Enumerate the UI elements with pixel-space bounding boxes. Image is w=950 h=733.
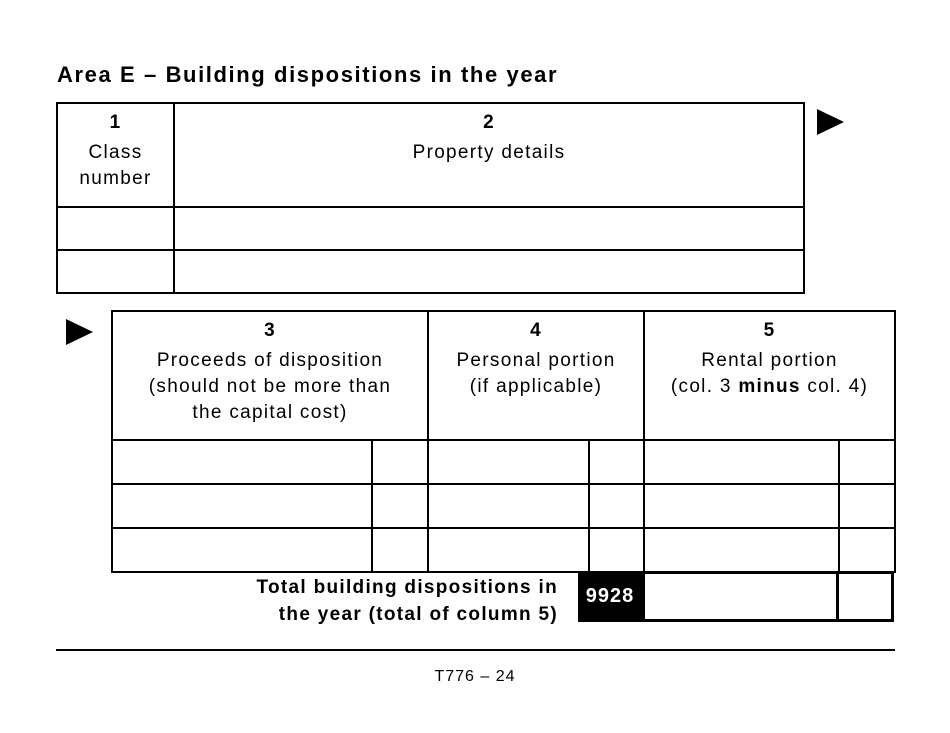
total-dollars-input[interactable]	[642, 571, 839, 622]
class-label-line2: number	[79, 168, 152, 189]
table-row	[112, 440, 895, 484]
total-label	[257, 574, 558, 628]
total-cents-input[interactable]	[836, 571, 894, 622]
table-row	[57, 207, 804, 250]
rental-dollars-input-3[interactable]	[644, 528, 839, 572]
rental-label-line1: Rental portion	[701, 350, 838, 371]
column-number: 2	[483, 112, 495, 133]
proceeds-cents-input-2[interactable]	[372, 484, 428, 528]
continued-arrow-icon	[66, 319, 93, 345]
rental-label-post: col. 4)	[800, 376, 869, 397]
class-number-input-2[interactable]	[57, 250, 174, 293]
rental-label-bold: minus	[738, 376, 801, 397]
rental-label-pre: (col. 3	[670, 376, 739, 397]
column-number: 5	[763, 320, 776, 341]
table-row	[112, 484, 895, 528]
personal-dollars-input-1[interactable]	[428, 440, 589, 484]
table-row	[57, 250, 804, 293]
personal-cents-input-3[interactable]	[589, 528, 644, 572]
class-label-line1: Class	[88, 142, 143, 163]
proceeds-label-line1: Proceeds of disposition	[156, 350, 384, 371]
table-row	[112, 528, 895, 572]
total-label-line2: the year (total of column 5)	[278, 604, 558, 625]
table-header-row	[112, 311, 895, 440]
proceeds-dollars-input-2[interactable]	[112, 484, 372, 528]
column-number: 4	[530, 320, 542, 341]
disposition-amounts-table	[111, 310, 896, 573]
proceeds-cents-input-3[interactable]	[372, 528, 428, 572]
rental-cents-input-2[interactable]	[839, 484, 895, 528]
personal-portion-header	[428, 311, 644, 440]
class-number-input-1[interactable]	[57, 207, 174, 250]
rental-cents-input-1[interactable]	[839, 440, 895, 484]
column-number: 3	[264, 320, 276, 341]
building-class-table	[56, 102, 805, 294]
rental-label-line2	[645, 374, 894, 400]
rental-portion-header	[644, 311, 895, 440]
class-number-header	[57, 103, 174, 207]
footer-divider	[56, 649, 895, 651]
personal-cents-input-2[interactable]	[589, 484, 644, 528]
personal-label-line1: Personal portion	[456, 350, 616, 371]
property-details-input-2[interactable]	[174, 250, 804, 293]
rental-dollars-input-1[interactable]	[644, 440, 839, 484]
personal-label-line2: (if applicable)	[469, 376, 603, 397]
column-number: 1	[109, 112, 122, 133]
property-details-input-1[interactable]	[174, 207, 804, 250]
proceeds-header	[112, 311, 428, 440]
table-header-row	[57, 103, 804, 207]
proceeds-dollars-input-3[interactable]	[112, 528, 372, 572]
total-label-line1: Total building dispositions in	[256, 577, 558, 598]
property-details-label: Property details	[412, 142, 566, 163]
property-details-header	[174, 103, 804, 207]
form-identifier: T776 – 24	[434, 668, 516, 685]
proceeds-cents-input-1[interactable]	[372, 440, 428, 484]
line-code-badge: 9928	[578, 571, 642, 622]
proceeds-label-line2: (should not be more than	[148, 376, 392, 397]
proceeds-label-line3: the capital cost)	[192, 402, 348, 423]
section-title: Area E – Building dispositions in the year	[57, 62, 559, 87]
rental-dollars-input-2[interactable]	[644, 484, 839, 528]
proceeds-dollars-input-1[interactable]	[112, 440, 372, 484]
continue-arrow-icon	[817, 109, 844, 135]
personal-dollars-input-2[interactable]	[428, 484, 589, 528]
personal-cents-input-1[interactable]	[589, 440, 644, 484]
rental-cents-input-3[interactable]	[839, 528, 895, 572]
personal-dollars-input-3[interactable]	[428, 528, 589, 572]
